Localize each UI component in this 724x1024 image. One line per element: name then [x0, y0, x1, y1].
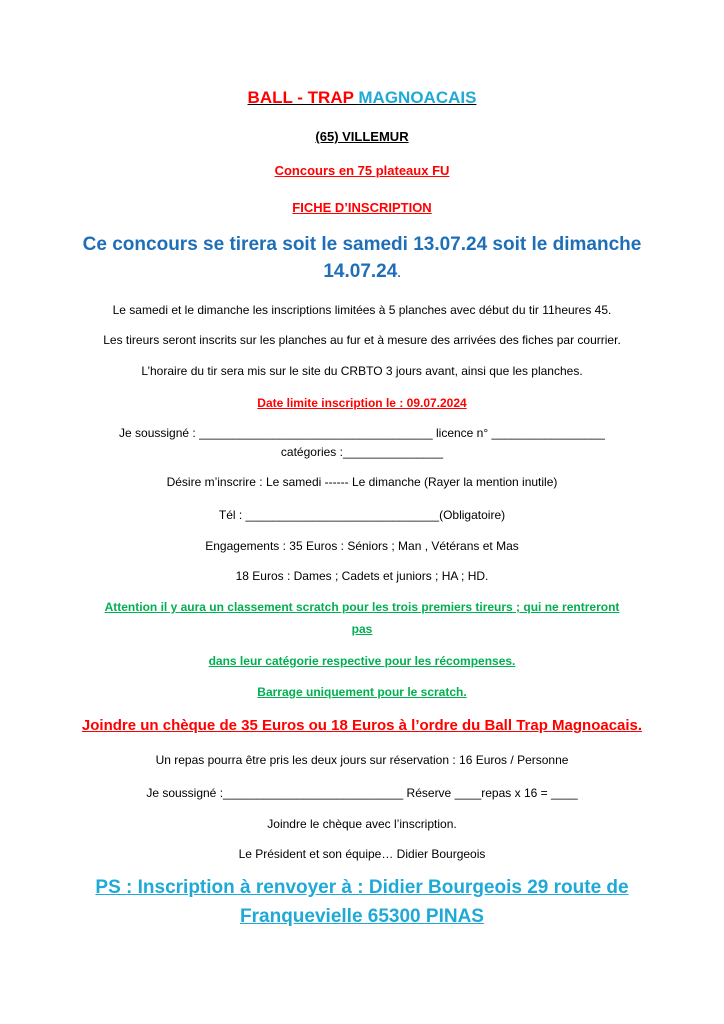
info-paragraph-1: Le samedi et le dimanche les inscriptions limitées à 5 planches avec début du tir 11heures 45. [112, 303, 612, 317]
attention-line-2: pas [351, 622, 373, 636]
cheque-instruction: Joindre un chèque de 35 Euros ou 18 Euros à l’ordre du Ball Trap Magnoacais. [81, 717, 643, 734]
attention-line-1: Attention il y aura un classement scratch pour les trois premiers tireurs ; qui ne rentreront [104, 600, 620, 614]
attach-cheque-note: Joindre le chèque avec l’inscription. [267, 817, 457, 831]
fees-line-1: Engagements : 35 Euros : Séniors ; Man , Vétérans et Mas [205, 539, 519, 553]
signature: Le Président et son équipe… Didier Bourgeois [238, 847, 486, 861]
ps-line-1: PS : Inscription à renvoyer à : Didier Bourgeois 29 route de [95, 877, 629, 898]
dates-date: 14.07.24 [323, 261, 398, 282]
meal-info: Un repas pourra être pris les deux jours sur réservation : 16 Euros / Personne [155, 753, 569, 767]
dates-period: . [397, 266, 401, 280]
categories-field: catégories :_______________ [280, 445, 444, 459]
phone-field: Tél : _____________________________(Obligatoire) [218, 508, 506, 522]
fiche-heading: FICHE D’INSCRIPTION [292, 200, 432, 215]
name-licence-field: Je soussigné : ___________________________________ licence n° _________________ [119, 426, 605, 440]
scratch-note: Barrage uniquement pour le scratch. [257, 685, 467, 699]
title-magnoacais: MAGNOACAIS [358, 88, 477, 107]
document-title [0, 88, 724, 108]
dates-line-1: Ce concours se tirera soit le samedi 13.07.24 soit le dimanche [82, 234, 642, 255]
deadline: Date limite inscription le : 09.07.2024 [257, 396, 467, 410]
attention-line-3: dans leur catégorie respective pour les récompenses. [208, 654, 516, 668]
meal-reservation-field: Je soussigné :___________________________ Réserve ____repas x 16 = ____ [146, 786, 578, 800]
info-paragraph-3: L’horaire du tir sera mis sur le site du CRBTO 3 jours avant, ainsi que les planches. [141, 364, 583, 378]
ps-line-2: Franquevielle 65300 PINAS [240, 906, 484, 927]
day-choice-field: Désire m’inscrire : Le samedi ------ Le dimanche (Rayer la mention inutile) [166, 475, 558, 489]
info-paragraph-2: Les tireurs seront inscrits sur les planches au fur et à mesure des arrivées des fiches par courrier. [103, 333, 621, 347]
concours-heading: Concours en 75 plateaux FU [274, 163, 450, 178]
location: (65) VILLEMUR [315, 129, 409, 144]
dates-line-2 [0, 261, 724, 283]
title-ball-trap: BALL - TRAP [247, 88, 359, 107]
fees-line-2: 18 Euros : Dames ; Cadets et juniors ; HA ; HD. [235, 569, 489, 583]
